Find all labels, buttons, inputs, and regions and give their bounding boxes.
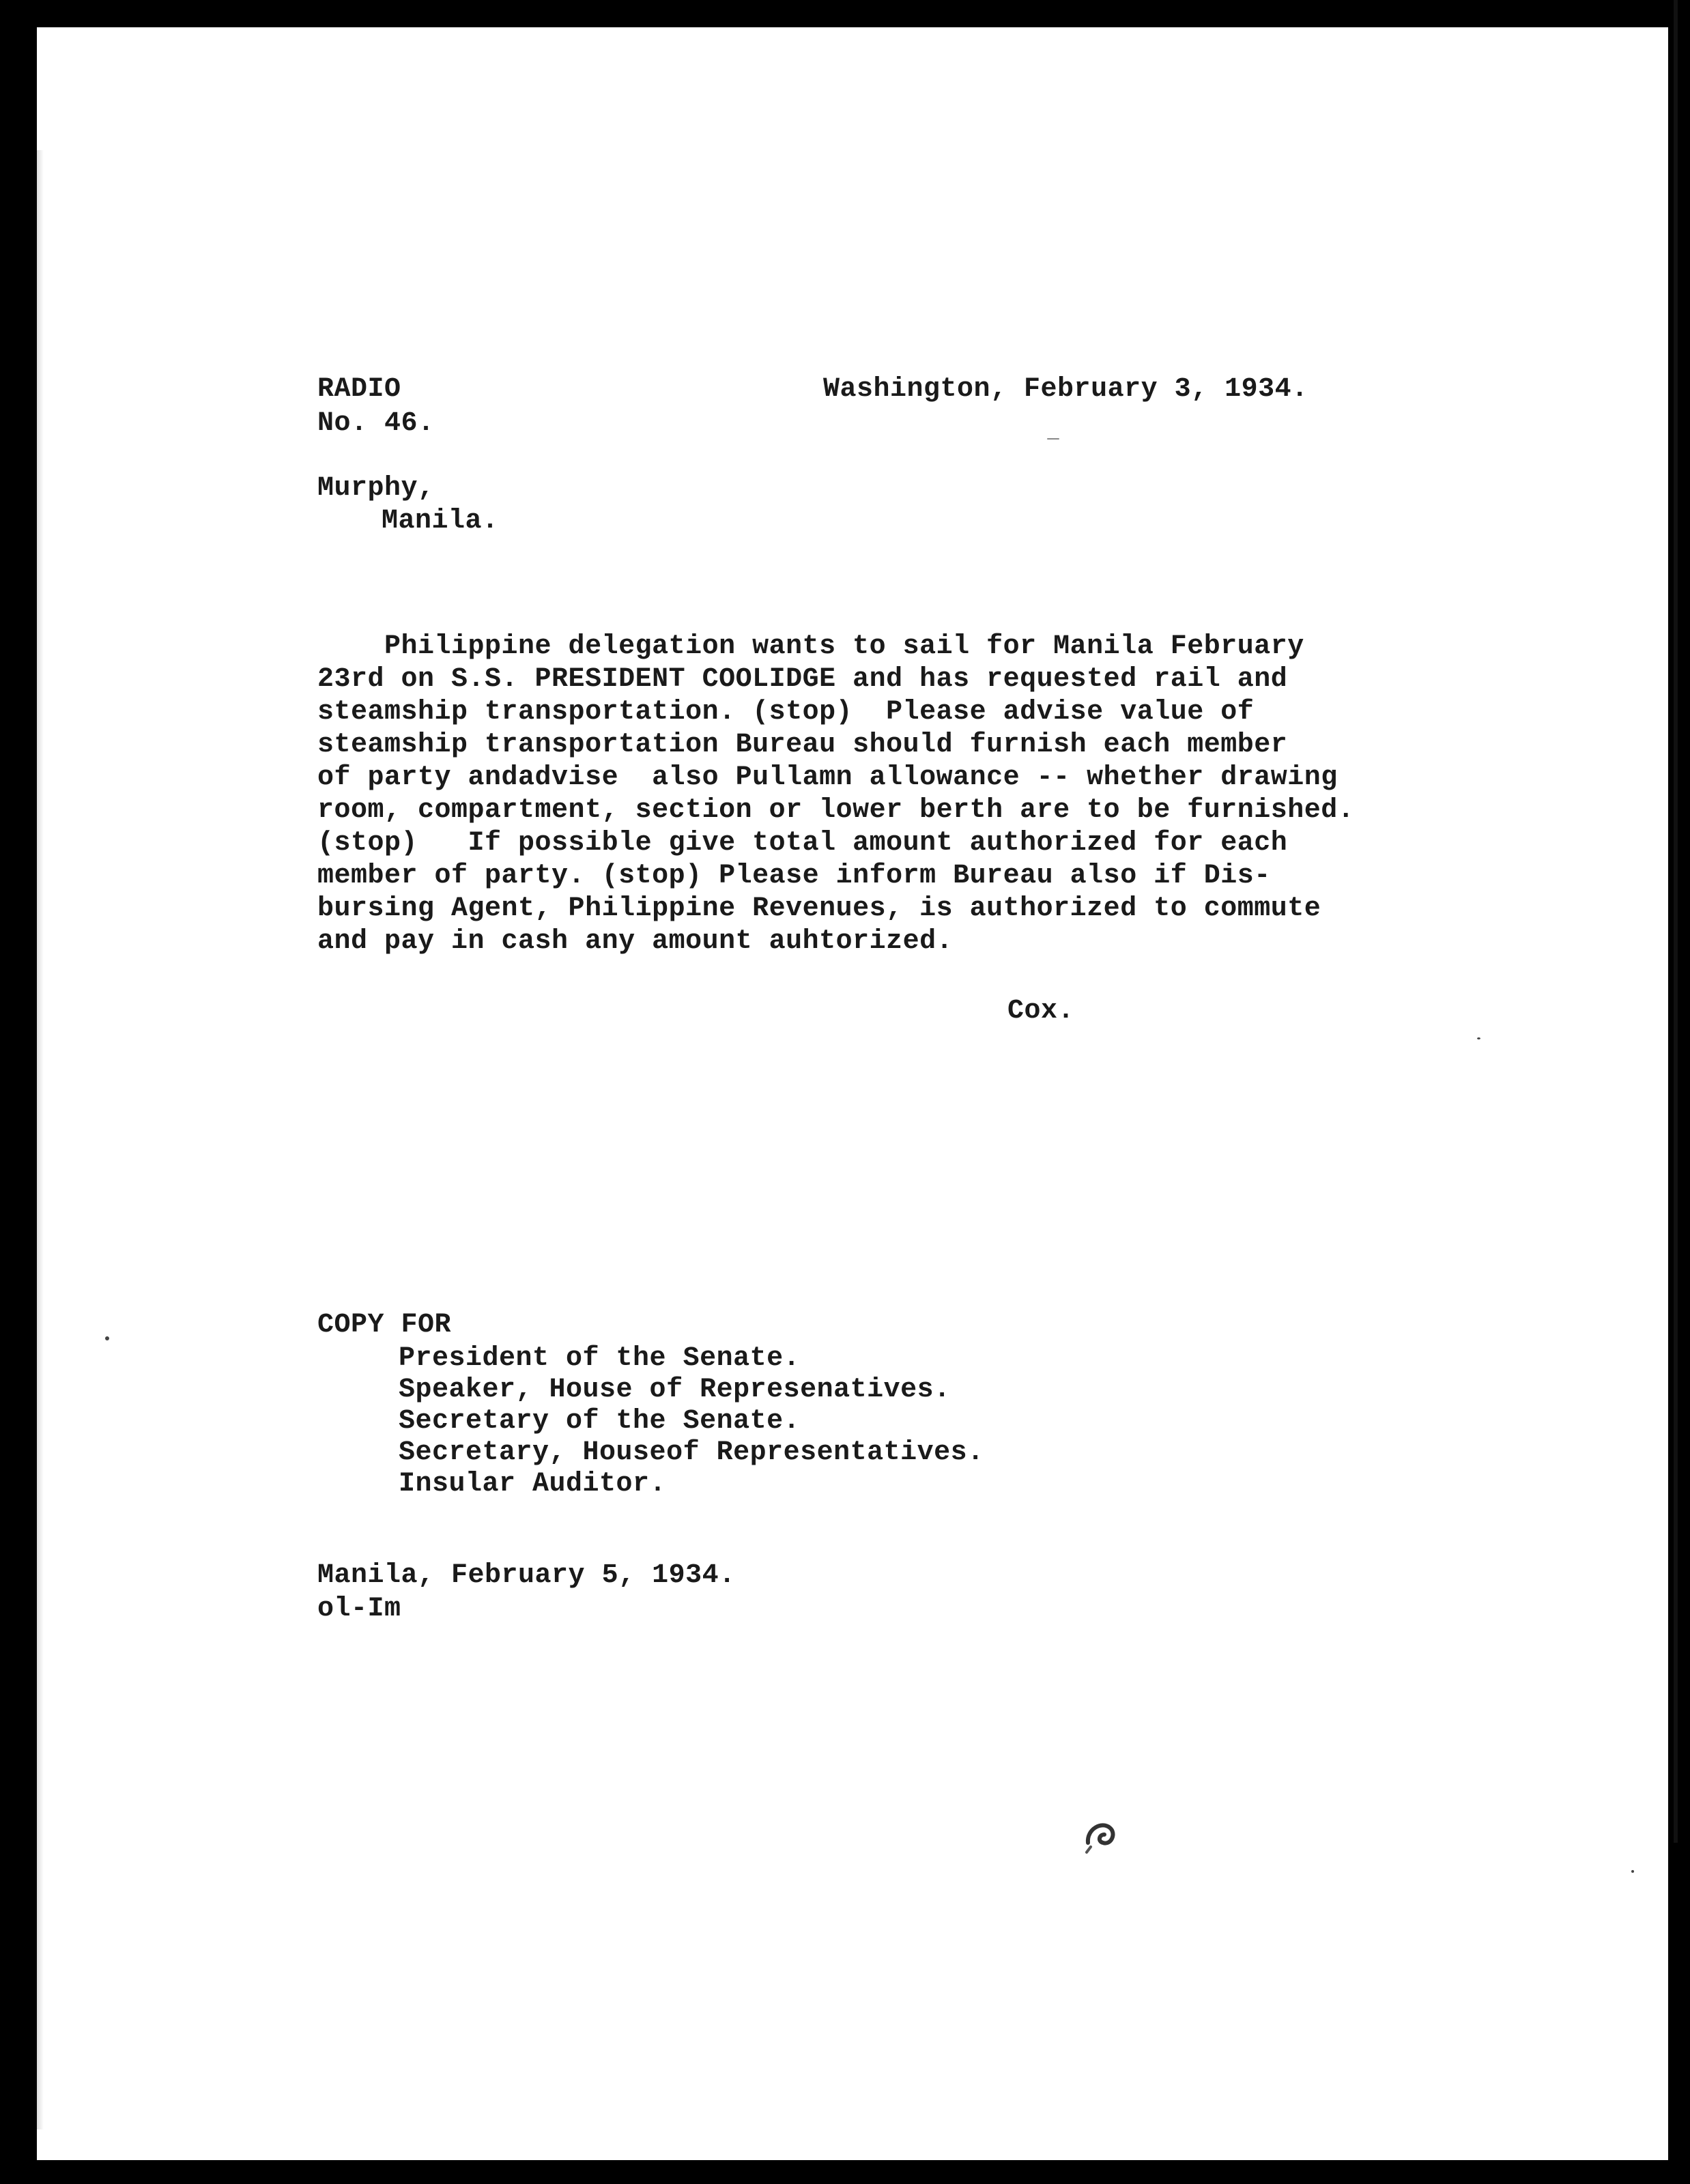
addressee-name: Murphy, — [317, 473, 435, 504]
body-line: member of party. (stop) Please inform Bureau also if Dis- — [317, 861, 1271, 891]
body-line: room, compartment, section or lower berth are to be furnished. — [317, 795, 1355, 826]
page-edge-shadow — [37, 150, 44, 2129]
copy-recipient: Secretary, Houseof Representatives. — [399, 1437, 984, 1468]
copy-for-heading: COPY FOR — [317, 1310, 452, 1340]
copy-recipient: President of the Senate. — [399, 1343, 801, 1374]
origin-place-date: Washington, February 3, 1934. — [823, 374, 1308, 405]
body-line: bursing Agent, Philippine Revenues, is authorized to commute — [317, 893, 1321, 924]
footer-reference: ol-Im — [317, 1594, 401, 1624]
paper-speck — [1047, 438, 1059, 440]
copy-recipient: Secretary of the Senate. — [399, 1406, 801, 1437]
radio-number: No. 46. — [317, 408, 435, 439]
copy-recipients — [399, 1343, 984, 1500]
scan-border-line — [1674, 0, 1678, 1843]
radio-label: RADIO — [317, 374, 401, 405]
message-body — [317, 631, 1354, 958]
body-line: and pay in cash any amount auhtorized. — [317, 926, 954, 957]
paper-speck — [105, 1336, 109, 1340]
footer-place-date: Manila, February 5, 1934. — [317, 1560, 736, 1591]
body-line: (stop) If possible give total amount authorized for each — [317, 828, 1288, 859]
body-line: steamship transportation Bureau should furnish each member — [317, 730, 1288, 760]
copy-recipient: Insular Auditor. — [399, 1469, 667, 1499]
paper-speck — [1477, 1037, 1480, 1039]
document-page — [37, 27, 1668, 2160]
body-line: steamship transportation. (stop) Please advise value of — [317, 697, 1255, 728]
paper-speck — [1631, 1870, 1634, 1873]
copy-recipient: Speaker, House of Represenatives. — [399, 1375, 951, 1405]
ink-smudge-mark — [1081, 1815, 1122, 1856]
body-line: of party andadvise also Pullamn allowance -- whether drawing — [317, 762, 1338, 793]
body-line: 23rd on S.S. PRESIDENT COOLIDGE and has requested rail and — [317, 664, 1288, 695]
signature-cox: Cox. — [1007, 996, 1075, 1026]
body-line: Philippine delegation wants to sail for Manila February — [317, 631, 1304, 662]
addressee-city: Manila. — [382, 506, 499, 536]
